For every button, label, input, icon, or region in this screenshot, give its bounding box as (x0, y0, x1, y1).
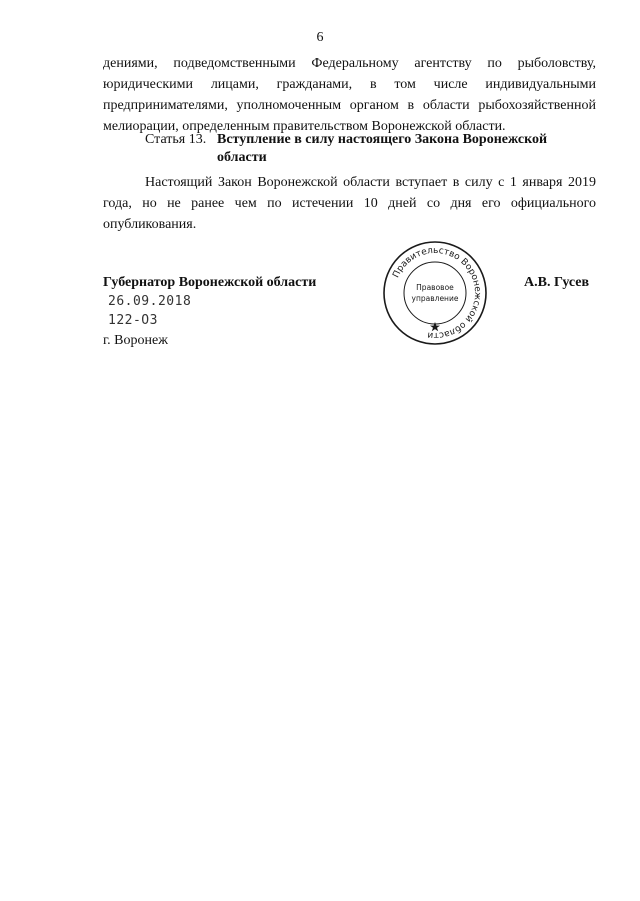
official-seal (380, 238, 490, 348)
signing-city: г. Воронеж (103, 333, 168, 348)
article-text: Настоящий Закон Воронежской области вступает в силу с 1 января 2019 года, но не ранее чем по истечении 10 дней со дня его официального опубликования. (103, 175, 596, 232)
seal-center-line-1: Правовое (416, 283, 454, 292)
page-number: 6 (316, 30, 324, 45)
article-title: Вступление в силу настоящего Закона Воронежской области (217, 132, 548, 165)
law-number: 122-ОЗ (108, 313, 158, 328)
paragraph-continuation: дениями, подведомственными Федеральному агентству по рыболовству, юридическими лицами, гражданами, в том числе индивидуальными предпринимателями, уполномоченным органом в области рыбохозяйственной мелиорации, определенным правительством Воронежской области. (103, 56, 596, 134)
seal-inner-ring (404, 262, 466, 324)
article-number: Статья 13. (145, 132, 207, 147)
seal-ring-text: Правительство Воронежской области (391, 245, 483, 341)
article-heading (145, 131, 596, 167)
signatory-name: А.В. Гусев (524, 275, 590, 290)
seal-center-line-2: управление (411, 294, 459, 303)
signatory-position: Губернатор Воронежской области (103, 275, 317, 290)
law-date: 26.09.2018 (108, 294, 192, 309)
